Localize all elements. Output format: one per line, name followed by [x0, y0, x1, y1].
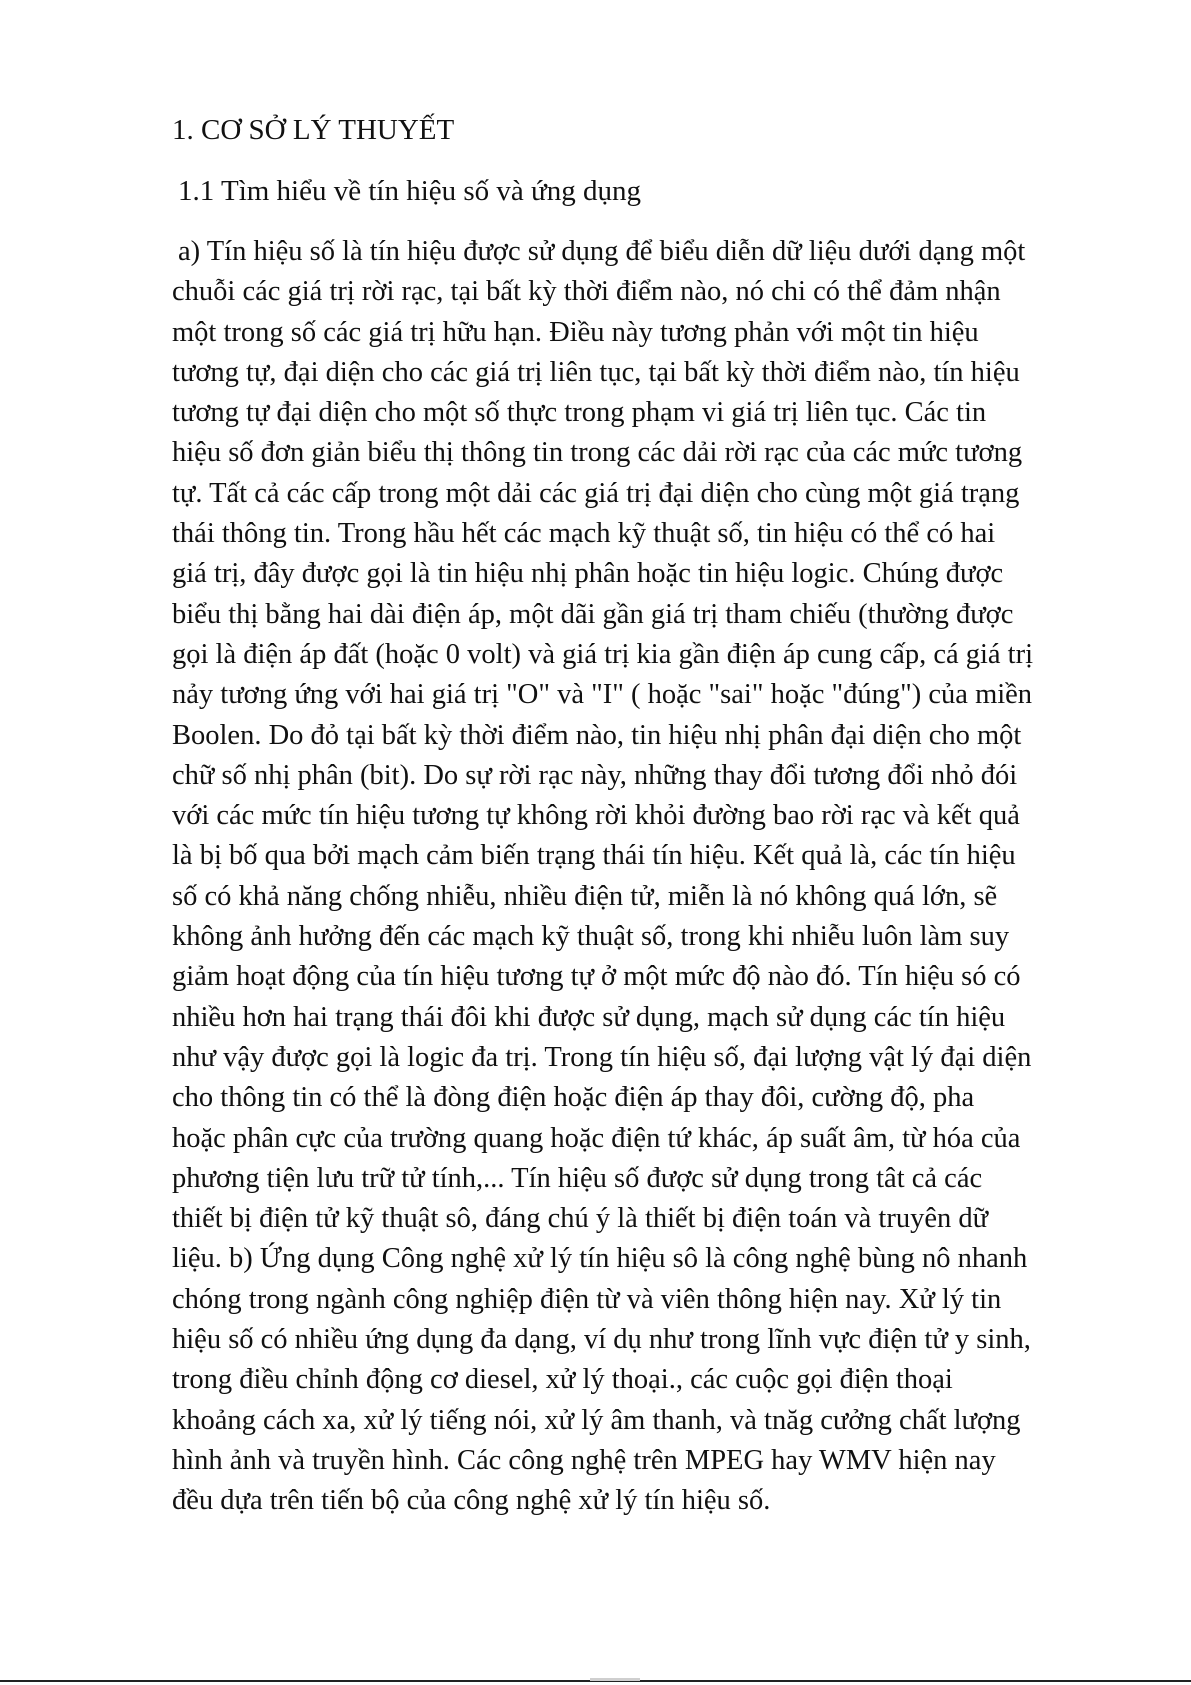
paragraph-line: hình ảnh và truyền hình. Các công nghệ trên MPEG hay WMV hiện nay — [172, 1444, 996, 1476]
paragraph-line: với các mức tín hiệu tương tự không rời khỏi đường bao rời rạc và kết quả — [172, 800, 1020, 832]
paragraph-line: Boolen. Do đỏ tại bất kỳ thời điểm nào, tin hiệu nhị phân đại diện cho một — [172, 719, 1022, 751]
paragraph-line: liệu. b) Ứng dụng Công nghệ xử lý tín hiệu sô là công nghệ bùng nô nhanh — [172, 1243, 1028, 1275]
paragraph-line: tương tự, đại diện cho các giá trị liên tục, tại bất kỳ thời điểm nào, tín hiệu — [172, 356, 1020, 388]
paragraph-line: nhiều hơn hai trạng thái đôi khi được sử dụng, mạch sử dụng các tín hiệu — [172, 1001, 1006, 1033]
paragraph-line: chóng trong ngành công nghiệp điện từ và viên thông hiện nay. Xử lý tin — [172, 1283, 1002, 1315]
paragraph-line: đều dựa trên tiến bộ của công nghệ xử lý tín hiệu số. — [172, 1485, 771, 1517]
paragraph-line: cho thông tin có thể là đòng điện hoặc điện áp thay đôi, cường độ, pha — [172, 1082, 975, 1114]
paragraph-line: hoặc phân cực của trường quang hoặc điện tứ khác, áp suất âm, từ hóa của — [172, 1122, 1021, 1154]
paragraph-line: tương tự đại diện cho một số thực trong phạm vi giá trị liên tục. Các tin — [172, 397, 987, 429]
paragraph-line: nảy tương ứng với hai giá trị "O" và "I" ( hoặc "sai" hoặc "đúng") của miền — [172, 679, 1033, 711]
paragraph-line: số có khả năng chống nhiễu, nhiều điện tử, miễn là nó không quá lớn, sẽ — [172, 880, 998, 912]
page-bottom-divider-mark — [590, 1678, 640, 1681]
paragraph-line: là bị bố qua bởi mạch cảm biến trạng thái tín hiệu. Kết quả là, các tín hiệu — [172, 840, 1016, 872]
paragraph-line: một trong số các giá trị hữu hạn. Điều này tương phản với một tin hiệu — [172, 316, 979, 348]
subsection-heading: 1.1 Tìm hiểu về tín hiệu số và ứng dụng — [178, 175, 642, 207]
paragraph-line: giá trị, đây được gọi là tin hiệu nhị phân hoặc tin hiệu logic. Chúng được — [172, 558, 1004, 590]
paragraph-line: a) Tín hiệu số là tín hiệu được sử dụng để biểu diễn dữ liệu dưới dạng một — [178, 236, 1026, 267]
paragraph-line: gọi là điện áp đất (hoặc 0 volt) và giá trị kia gần điện áp cung cấp, cá giá trị — [172, 638, 1034, 670]
paragraph-line: chuỗi các giá trị rời rạc, tại bất kỳ thời điểm nào, nó chi có thể đảm nhận — [172, 276, 1001, 308]
paragraph-line: trong điều chỉnh động cơ diesel, xử lý thoại., các cuộc gọi điện thoại — [172, 1364, 953, 1396]
paragraph-line: chữ số nhị phân (bit). Do sự rời rạc này, những thay đổi tương đổi nhỏ đói — [172, 759, 1018, 791]
paragraph-line: giảm hoạt động của tín hiệu tương tự ở một mức độ nào đó. Tín hiệu só có — [172, 961, 1021, 993]
paragraph-line: hiệu số đơn giản biểu thị thông tin trong các dải rời rạc của các mức tương — [172, 437, 1023, 469]
paragraph-line: thiết bị điện tử kỹ thuật sô, đáng chú ý là thiết bị điện toán và truyên dữ — [172, 1203, 989, 1235]
paragraph-line: không ảnh hưởng đến các mạch kỹ thuật số, trong khi nhiễu luôn làm suy — [172, 921, 1010, 953]
section-heading: 1. CƠ SỞ LÝ THUYẾT — [172, 114, 455, 146]
paragraph-line: như vậy được gọi là logic đa trị. Trong tín hiệu số, đại lượng vật lý đại diện — [172, 1041, 1032, 1073]
paragraph-line: biểu thị bằng hai dài điện áp, một dãi gần giá trị tham chiếu (thường được — [172, 598, 1014, 630]
paragraph-line: hiệu số có nhiều ứng dụng đa dạng, ví dụ như trong lĩnh vực điện tử y sinh, — [172, 1324, 1031, 1356]
paragraph-line: tự. Tất cả các cấp trong một dải các giá trị đại diện cho cùng một giá trạng — [172, 477, 1020, 509]
paragraph-line: khoảng cách xa, xử lý tiếng nói, xử lý âm thanh, và tnăg cưởng chất lượng — [172, 1404, 1021, 1436]
paragraph-line: phương tiện lưu trữ tử tính,... Tín hiệu số được sử dụng trong tât cả các — [172, 1162, 983, 1194]
paragraph-line: thái thông tin. Trong hầu hết các mạch kỹ thuật số, tin hiệu có thể có hai — [172, 518, 996, 550]
body-paragraph — [172, 232, 1092, 1522]
